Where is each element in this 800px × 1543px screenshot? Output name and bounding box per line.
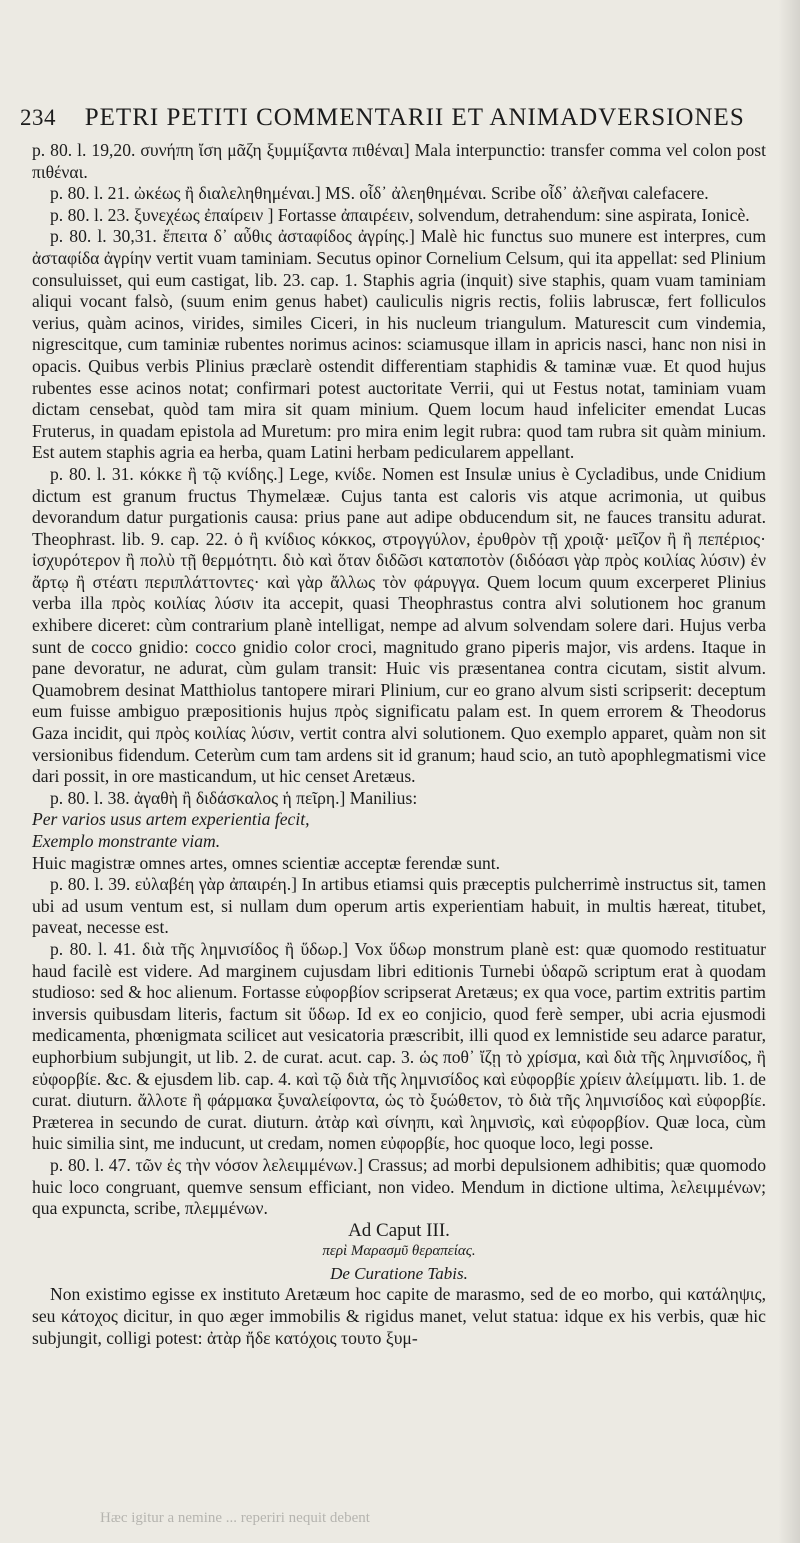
verse-comment: Huic magistræ omnes artes, omnes scientiæ acceptæ ferendæ sunt.	[32, 852, 501, 873]
annotation-entry: p. 80. l. 23. ξυνεχέως ἐπαίρειν ] Fortasse ἀπαιρέειν, solvendum, detrahendum: sine aspirata, Ionicè.	[50, 204, 750, 225]
page-body	[32, 140, 766, 1349]
page-number: 234	[20, 105, 56, 130]
verse-line: Exemplo monstrante viam.	[32, 831, 221, 851]
annotation-entry: p. 80. l. 41. διὰ τῆς λημνισίδος ἢ ὕδωρ.] Vox ὕδωρ monstrum planè est: quæ quomodo restituatur haud facilè est videre. Ad marginem cujusdam libri editionis Turnebi ὑδαρῶ scriptum erat à quodam studioso: sed & hoc alienum. Fortasse εὐφορβίον scripserat Aretæus; ex qua voce, partim extritis partim inversis quibusdam literis, factum sit ὕδωρ. Id ex eo conjicio, quod ferè semper, ubi acria ejusmodi medicamenta, phœnigmata scilicet aut vesicatoria præscribit, illi quod ex lemnistide seu adarce paratur, euphorbium subjungit, ut lib. 2. de curat. acut. cap. 3. ὡς ποθ᾽ ἴζῃ τὸ χρίσμα, καὶ διὰ τῆς λημνισίδος, ἢ εὐφορβίε. &c. & ejusdem lib. cap. 4. καὶ τῷ διὰ τῆς λημνισίδος καὶ εὐφορβίε χρίειν ἀλείμματι. lib. 1. de curat. diuturn. ἄλλοτε ἢ φάρμακα ξυναλείφοντα, ὡς τὸ ξυώθετον, τὸ διὰ τῆς λημνισίδος καὶ εὐφορβίε. Præterea in secundo de curat. diuturn. ἀτὰρ καὶ σίνηπι, καὶ λημνισὶς, καὶ εὐφορβίον. Quæ loca, cùm huic similia sint, me inducunt, ut credam, nomen εὐφορβίε, hoc quoque loco, legi posse.	[32, 938, 766, 1154]
section-heading: Ad Caput III.	[348, 1219, 450, 1241]
section-latin-title: De Curatione Tabis.	[330, 1263, 468, 1283]
running-title: PETRI PETITI COMMENTARII ET ANIMADVERSIONES	[84, 104, 745, 131]
annotation-entry: p. 80. l. 19,20. συνήπη ἴση μᾶζη ξυμμίξαντα πιθέναι] Mala interpunctio: transfer comma vel colon post πιθέναι.	[32, 140, 766, 182]
annotation-entry: p. 80. l. 39. εὐλαβέη γὰρ ἀπαιρέη.] In artibus etiamsi quis præceptis pulcherrimè instructus sit, tamen ubi ad usum ventum est, si nullam dum operum artis experientiam habuit, in multis hæreat, titubet, paveat, necesse est.	[32, 874, 766, 938]
annotation-entry: p. 80. l. 31. κόκκε ἢ τῷ κνίδης.] Lege, κνίδε. Nomen est Insulæ unius è Cycladibus, unde Cnidium dictum est granum fructus Thymelææ. Cujus tanta est caloris vis atque acrimonia, ut quibus devorandum datur purgationis causa: prius pane aut adipe obducendum sit, ne fauces transitu adurat. Theophrast. lib. 9. cap. 22. ὁ ἢ κνίδιος κόκκος, στρογγύλον, ἐρυθρὸν τῇ χροιᾷ· μεῖζον ἢ ἢ πεπέριος· ἰσχυρότερον ἢ πολὺ τῇ θερμότητι. διὸ καὶ ὅταν διδῶσι καταποτὸν (διδόασι γὰρ πρὸς κοιλίας λύσιν) ἐν ἄρτῳ ἢ στέατι περιπλάττοντες· καὶ γὰρ ἄλλως τὸν φάρυγγα. Quem locum quum excerperet Plinius verba illa πρὸς κοιλίας λύσιν ita accepit, quasi Theophrastus contra alvi solutionem hoc granum exhibere diceret: cùm contrarium planè intelligat, nempe ad alvum solvendam solere dari. Hujus verba sunt de cocco gnidio: cocco gnidio color croci, magnitudo grano piperis major, vis ardens. Itaque in pane devoratur, ne adurat, cùm gulam transit: Huic vis præsentanea contra cicutam, sistit alvum. Quamobrem desinat Matthiolus tantopere mirari Plinium, cur eo grano alvum sisti scripserit: deceptum eum fuisse ambiguo præpositionis hujus πρὸς significatu palam est. In quem errorem & Theodorus Gaza incidit, qui πρὸς κοιλίας λύσιν, vertit contra alvi solutionem. Quo exemplo apparet, quàm non sit versionibus fidendum. Ceterùm cum tam ardens sit id granum; haud scio, an tutò apophlegmatismi vice dari possit, in ore masticandum, ut hic censet Aretæus.	[32, 463, 766, 787]
section-paragraph: Non existimo egisse ex instituto Aretæum hoc capite de marasmo, sed de eo morbo, qui κατάληψις, seu κάτοχος dicitur, in quo æger immobilis & rigidus manet, velut statua: idque ex his verbis, quæ hic subjungit, colligi potest: ἀτὰρ ἤδε κατόχοις τουτο ξυμ-	[32, 1284, 766, 1348]
annotation-entry: p. 80. l. 38. ἀγαθὴ ἢ διδάσκαλος ἡ πεῖρη.] Manilius:	[50, 787, 418, 808]
show-through-text: Hæc igitur a nemine ... reperiri nequit debent	[100, 1510, 370, 1526]
annotation-entry: p. 80. l. 21. ὠκέως ἢ διαλεληθημέναι.] MS. οἷδ᾽ ἀλεηθημέναι. Scribe οἷδ᾽ ἀλεῆναι calefacere.	[50, 183, 709, 204]
running-header	[20, 104, 760, 132]
verse-line: Per varios usus artem experientia fecit,	[32, 809, 310, 830]
annotation-entry: p. 80. l. 30,31. ἔπειτα δ᾽ αὖθις ἀσταφίδος ἀγρίης.] Malè hic functus suo munere est interpres, cum ἀσταφίδα ἀγρίην vertit vuam taminiam. Secutus opinor Cornelium Celsum, qui ita appellat: sed Plinium consuluisset, qui eum castigat, lib. 23. cap. 1. Staphis agria (inquit) sive staphis, quam vuam taminiam aliqui vocant falsò, (suum enim genus habet) cauliculis nigris rectis, foliis labruscæ, fert folliculos verius, quàm acinos, virides, similes Ciceri, in his nucleum triangulum. Maturescit cum vindemia, nigrescitque, cum taminiæ rubentes norimus acinos: sciamusque illam in apricis nasci, hanc non nisi in opacis. Quibus verbis Plinius præclarè ostendit differentiam staphidis & taminæ vuæ. Et quod hujus rubentes esse acinos notat; confirmari potest auctoritate Verrii, qui ut Festus notat, taminiam vuam dictam censebat, quòd tam mira sit quam minium. Quem locum haud infeliciter emendat Lucas Fruterus, in quadam epistola ad Muretum: pro mira enim legit rubra: quod tam rubra sit quàm minium. Est autem staphis agria ea herba, quam Latini herbam pedicularem appellant.	[32, 226, 766, 463]
annotation-entry: p. 80. l. 47. τῶν ἐς τὴν νόσον λελειμμένων.] Crassus; ad morbi depulsionem adhibitis; quæ quomodo huic loco congruant, quemve sensum efficiant, non video. Mendum in dictione ultima, λελειμμένων; qua expuncta, scribe, πλεμμένων.	[32, 1154, 766, 1219]
section-greek-title: περὶ Μαρασμῦ θεραπείας.	[322, 1243, 476, 1260]
